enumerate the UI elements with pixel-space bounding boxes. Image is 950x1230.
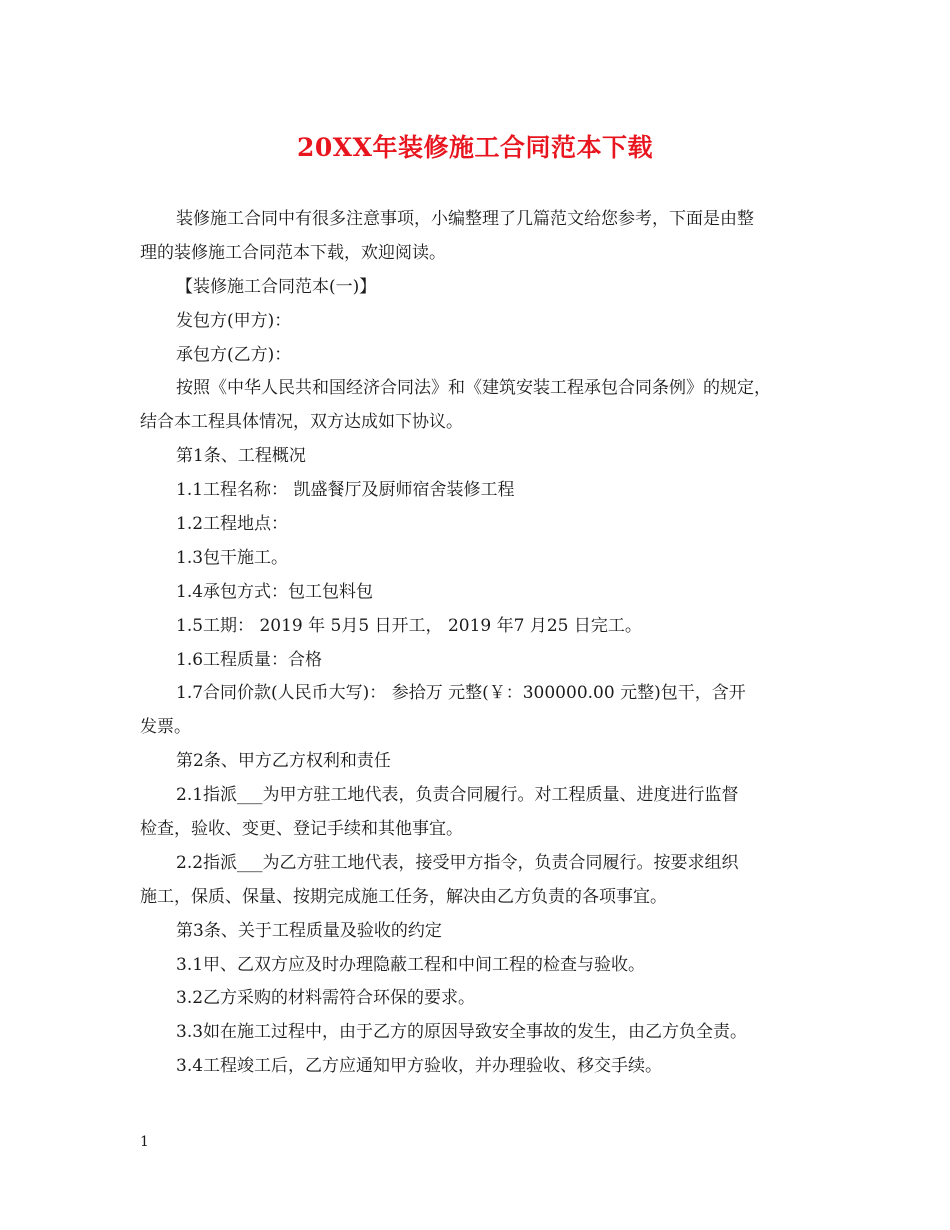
text-line: 结合本工程具体情况，双方达成如下协议。 [140,412,463,433]
text-line: 第1条、工程概况 [176,446,306,467]
text-line: 2.2指派___为乙方驻工地代表，接受甲方指令，负责合同履行。按要求组织 [176,852,739,873]
text-line: 施工，保质、保量、按期完成施工任务，解决由乙方负责的各项事宜。 [140,886,667,907]
text-line: 1.2工程地点： [176,514,289,535]
text-line: 3.1甲、乙双方应及时办理隐蔽工程和中间工程的检查与验收。 [176,954,646,975]
text-line: 1.6工程质量：合格 [176,649,323,670]
text-line: 理的装修施工合同范本下载，欢迎阅读。 [140,242,446,263]
page-number: 1 [140,1134,149,1150]
text-line: 【装修施工合同范本(一)】 [176,276,377,297]
text-line: 1.3包干施工。 [176,547,289,568]
text-line: 3.3如在施工过程中，由于乙方的原因导致安全事故的发生，由乙方负全责。 [176,1022,748,1043]
text-line: 3.2乙方采购的材料需符合环保的要求。 [176,988,476,1009]
text-line: 3.4工程竣工后，乙方应通知甲方验收，并办理验收、移交手续。 [176,1056,663,1077]
text-line: 发票。 [140,717,191,738]
text-line: 第2条、甲方乙方权利和责任 [176,751,391,772]
text-line: 1.5工期： 2019 年 5月5 日开工， 2019 年7 月25 日完工。 [176,615,642,636]
text-line: 装修施工合同中有很多注意事项，小编整理了几篇范文给您参考，下面是由整 [176,209,754,229]
text-line: 发包方(甲方)： [176,310,292,331]
text-line: 按照《中华人民共和国经济合同法》和《建筑安装工程承包合同条例》的规定， [176,378,771,399]
text-line: 第3条、关于工程质量及验收的约定 [176,920,442,941]
text-line: 2.1指派___为甲方驻工地代表，负责合同履行。对工程质量、进度进行监督 [176,785,739,806]
text-line: 检查，验收、变更、登记手续和其他事宜。 [140,819,463,840]
text-line: 承包方(乙方)： [176,344,292,365]
document-body [140,203,812,1084]
text-line: 1.7合同价款(人民币大写)： 参拾万 元整(￥：300000.00 元整)包干，含开 [176,683,746,704]
text-line: 1.4承包方式：包工包料包 [176,581,374,602]
text-line: 1.1工程名称： 凯盛餐厅及厨师宿舍装修工程 [176,480,515,501]
document-title: 20XX年装修施工合同范本下载 [296,133,654,162]
